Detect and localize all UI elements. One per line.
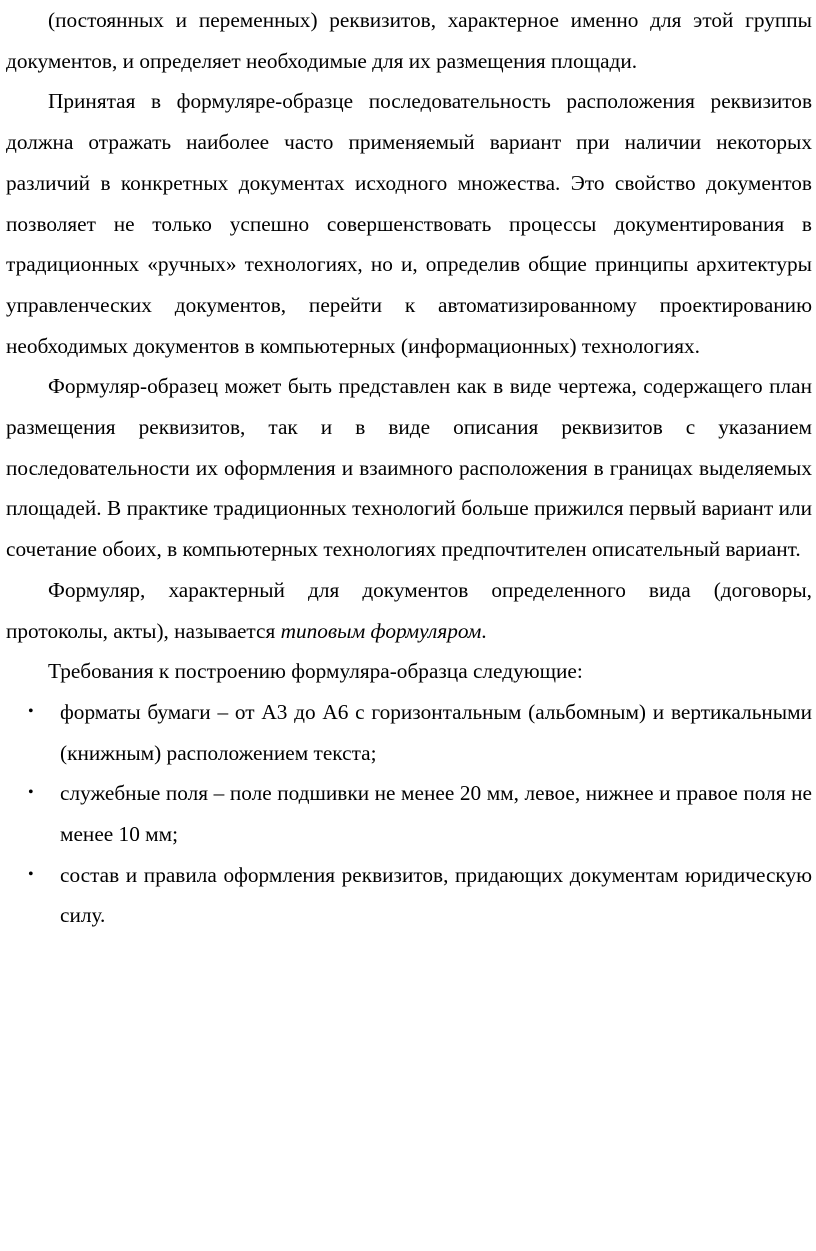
paragraph-representation: Формуляр-образец может быть представлен как в виде чертежа, содержащего план размещения реквизитов, так и в виде описания реквизитов с указанием последовательности их оформления и взаимного расположения в границах выделяемых площадей. В практике традиционных технологий больше прижился первый вариант или сочетание обоих, в компьютерных технологиях предпочтителен описательный вариант. [6, 374, 812, 562]
list-item-text: состав и правила оформления реквизитов, придающих документам юридическую силу. [60, 862, 812, 928]
requirements-list [6, 692, 812, 936]
bullet-icon: • [28, 784, 34, 802]
paragraph-sequence: Принятая в формуляре-образце последовательность расположения реквизитов должна отражать наиболее часто применяемый вариант при наличии некоторых различий в конкретных документах исходного множества. Это свойство документов позволяет не только успешно совершенствовать процессы документирования в традиционных «ручных» технологиях, но и, определив общие принципы архитектуры управленческих документов, перейти к автоматизированному проектированию необходимых документов в компьютерных (информационных) технологиях. [6, 89, 812, 358]
paragraph-continuation: (постоянных и переменных) реквизитов, характерное именно для этой группы документов, и определяет необходимые для их размещения площади. [6, 8, 812, 73]
bullet-icon: • [28, 702, 34, 720]
list-item [6, 773, 812, 854]
list-item-text: форматы бумаги – от А3 до А6 с горизонтальным (альбомным) и вертикальными (книжным) расположением текста; [60, 699, 812, 765]
paragraph-requirements-intro: Требования к построению формуляра-образца следующие: [48, 659, 583, 684]
typical-form-term: типовым формуляром [280, 618, 482, 643]
paragraph-typical-form-text: Формуляр, характерный для документов определенного вида (договоры, протоколы, акты), называется [6, 577, 812, 643]
list-item-text: служебные поля – поле подшивки не менее 20 мм, левое, нижнее и правое поля не менее 10 мм; [60, 781, 812, 847]
paragraph-typical-form-end: . [481, 618, 487, 643]
bullet-icon: • [28, 865, 34, 883]
list-item [6, 855, 812, 936]
paragraph-typical-form [6, 570, 812, 651]
document-page [6, 0, 812, 936]
list-item [6, 692, 812, 773]
